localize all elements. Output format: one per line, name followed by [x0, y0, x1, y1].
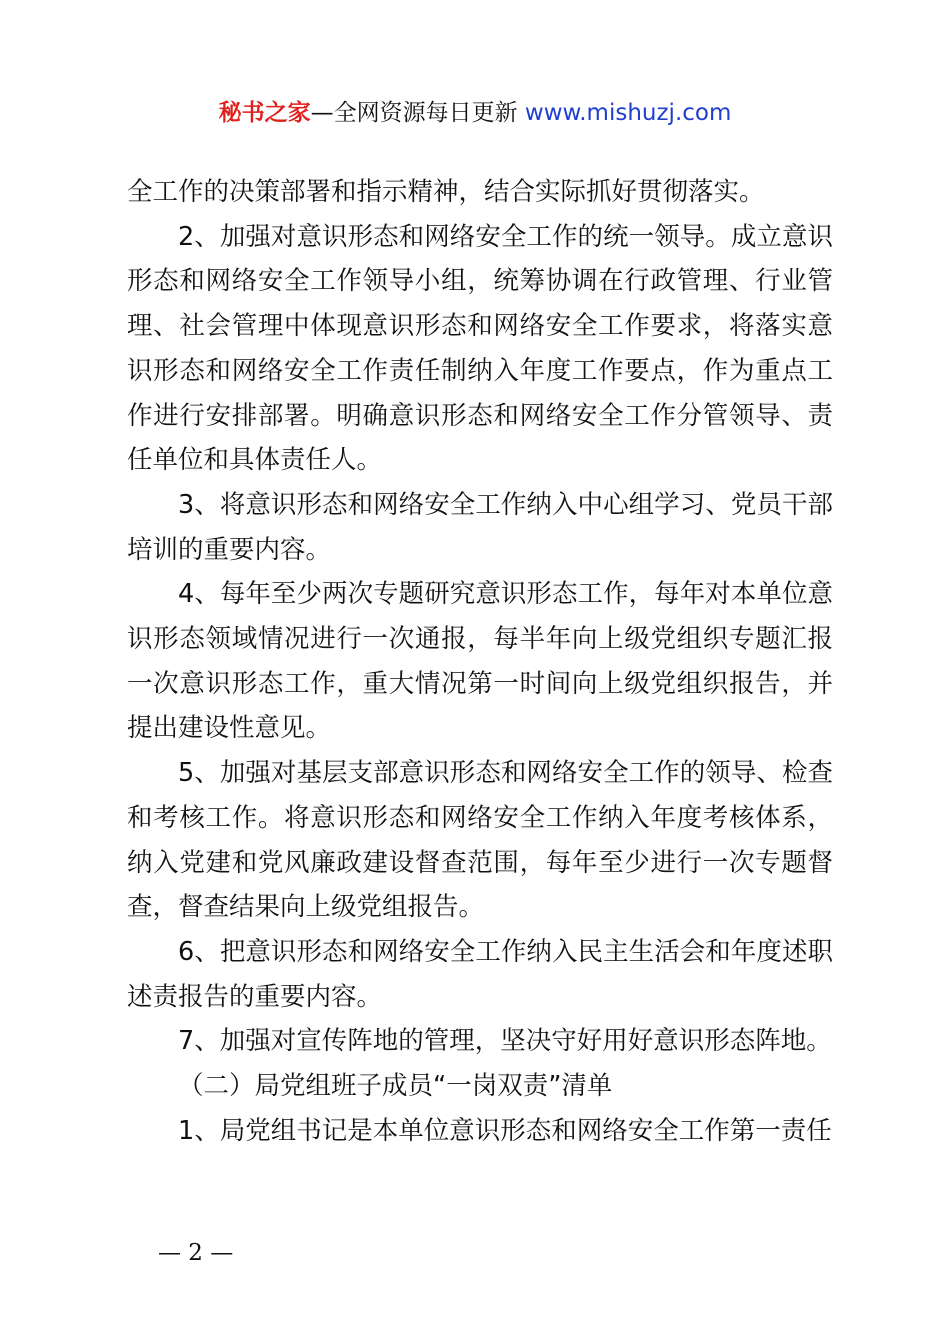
section-heading: （二）局党组班子成员“一岗双责”清单 [178, 1071, 613, 1102]
site-url: www.mishuzj.com [524, 100, 732, 126]
paragraph-item-7: 7、加强对宣传阵地的管理，坚决守好用好意识形态阵地。 [178, 1026, 832, 1057]
page-number: — 2 — [158, 1240, 234, 1266]
paragraph-continued: 全工作的决策部署和指示精神，结合实际抓好贯彻落实。 [127, 177, 765, 207]
document-body [127, 170, 833, 1153]
paragraph-sub-item-1: 1、局党组书记是本单位意识形态和网络安全工作第一责任 [178, 1115, 832, 1146]
brand-name: 秘书之家 [218, 100, 311, 126]
site-header [0, 97, 950, 129]
paragraph-item-5: 5、加强对基层支部意识形态和网络安全工作的领导、检查和考核工作。将意识形态和网络安全工作纳入年度考核体系，纳入党建和党风廉政建设督查范围，每年至少进行一次专题督查，督查结果向上级党组报告。 [127, 758, 833, 923]
header-slogan: —全网资源每日更新 [310, 100, 518, 126]
paragraph-item-2: 2、加强对意识形态和网络安全工作的统一领导。成立意识形态和网络安全工作领导小组，统筹协调在行政管理、行业管理、社会管理中体现意识形态和网络安全工作要求，将落实意识形态和网络安全工作责任制纳入年度工作要点，作为重点工作进行安排部署。明确意识形态和网络安全工作分管领导、责任单位和具体责任人。 [127, 221, 833, 476]
paragraph-item-4: 4、每年至少两次专题研究意识形态工作，每年对本单位意识形态领域情况进行一次通报，每半年向上级党组织专题汇报一次意识形态工作，重大情况第一时间向上级党组织报告，并提出建设性意见。 [127, 579, 833, 744]
paragraph-item-3: 3、将意识形态和网络安全工作纳入中心组学习、党员干部培训的重要内容。 [127, 489, 833, 565]
paragraph-item-6: 6、把意识形态和网络安全工作纳入民主生活会和年度述职述责报告的重要内容。 [127, 936, 833, 1012]
